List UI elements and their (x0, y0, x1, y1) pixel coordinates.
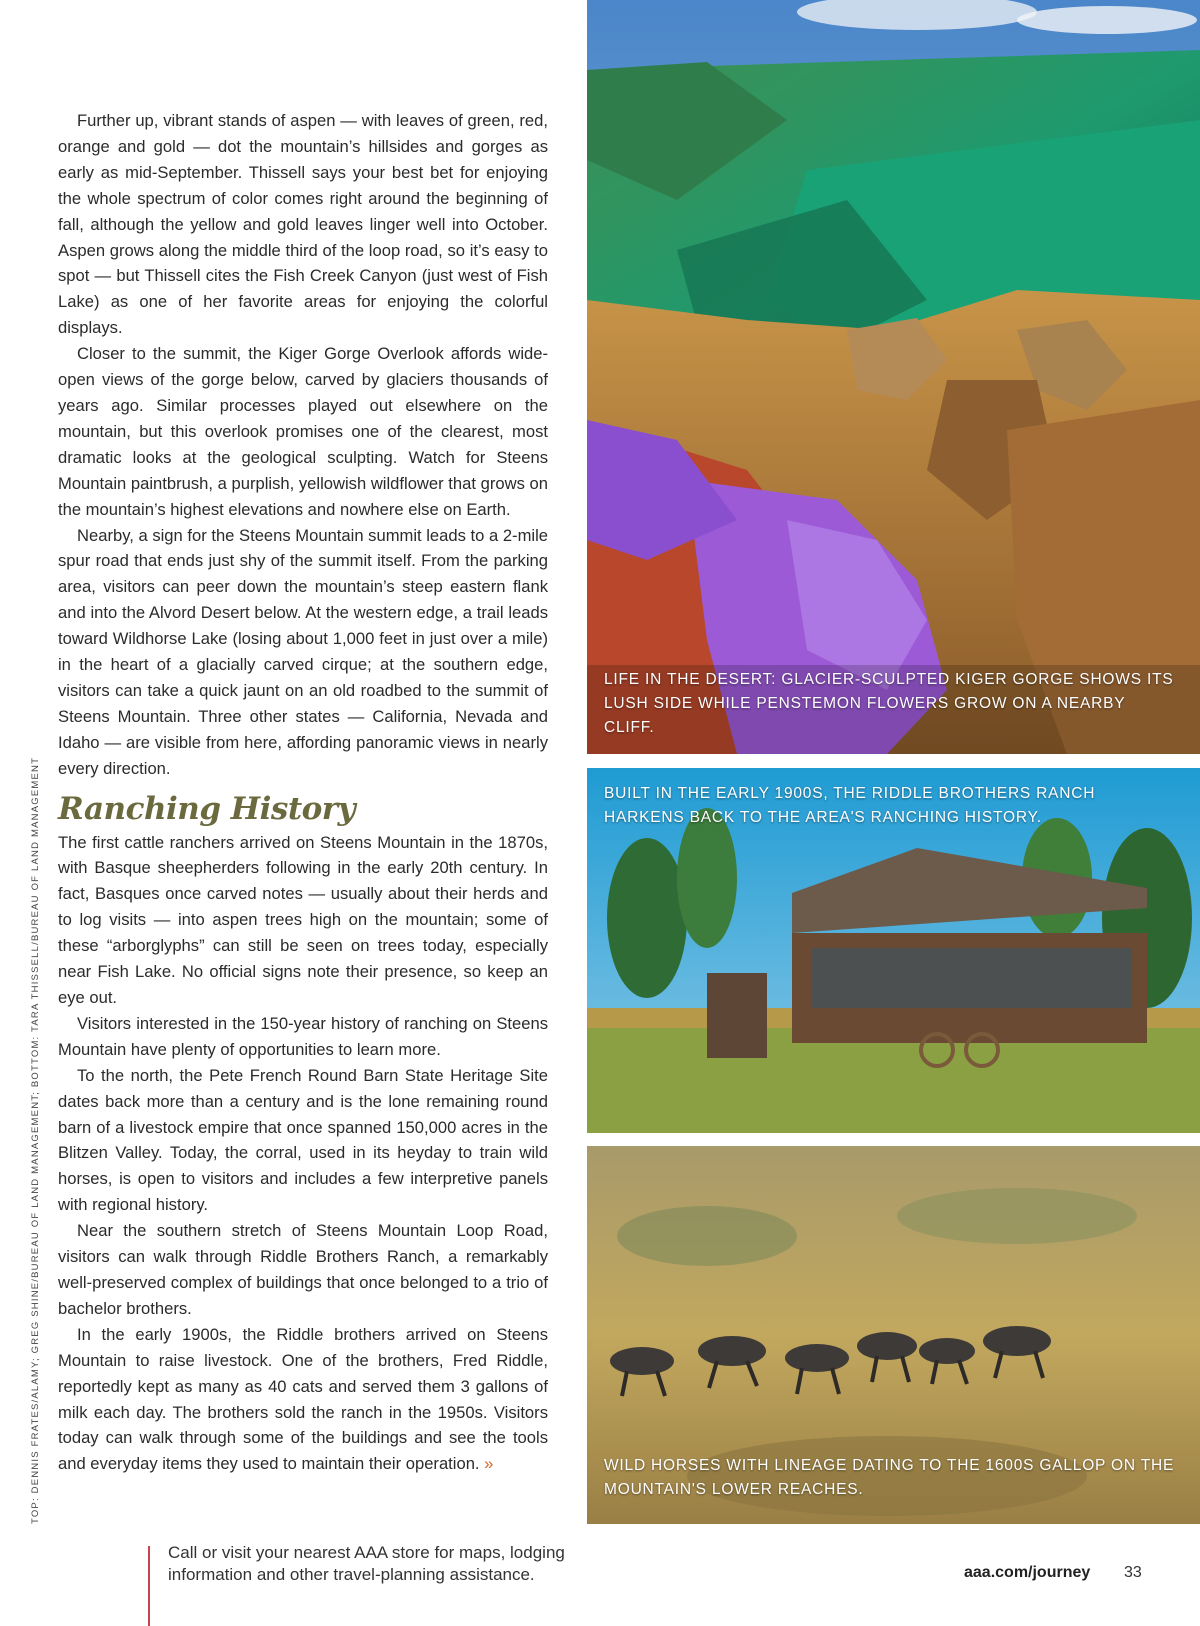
article-paragraph: Nearby, a sign for the Steens Mountain summit leads to a 2-mile spur road that ends just shy of the summit itself. From the parking area, visitors can peer down the mountain’s steep eastern flank and into the Alvord Desert below. At the western edge, a trail leads toward Wildhorse Lake (losing about 1,000 feet in just over a mile) in the heart of a glacially carved cirque; at the southern edge, visitors can take a quick jaunt on an old roadbed to the summit of Steens Mountain. Three other states — California, Nevada and Idaho — are visible from here, affording panoramic views in nearly every direction. (58, 525, 548, 778)
article-paragraph: Further up, vibrant stands of aspen — with leaves of green, red, orange and gold — dot the mountain’s hillsides and gorges as early as mid-September. Thissell says your best bet for enjoying the whole spectrum of color comes right around the beginning of fall, although the yellow and gold leaves linger well into October. Aspen grows along the middle third of the loop road, so it’s easy to spot — but Thissell cites the Fish Creek Canyon (just west of Fish Lake) as one of her favorite areas for enjoying the colorful displays. (58, 111, 548, 338)
footer-url-link[interactable]: aaa.com/journey (964, 1564, 1091, 1581)
footer-note: Call or visit your nearest AAA store for maps, lodging information and other travel-planning assistance. (168, 1543, 565, 1584)
article-paragraph-last (58, 1322, 548, 1477)
horses-photo-caption: WILD HORSES WITH LINEAGE DATING TO THE 1600S GALLOP ON THE MOUNTAIN'S LOWER REACHES. (604, 1457, 1175, 1498)
kiger-gorge-illustration (587, 0, 1200, 754)
article-paragraph: Visitors interested in the 150-year history of ranching on Steens Mountain have plenty of opportunities to learn more. (58, 1013, 548, 1059)
wild-horses-photo (587, 1146, 1200, 1524)
gorge-photo-caption: LIFE IN THE DESERT: GLACIER-SCULPTED KIGER GORGE SHOWS ITS LUSH SIDE WHILE PENSTEMON FLOWERS GROW ON A NEARBY CLIFF. (604, 671, 1174, 736)
continue-arrow-icon: » (484, 1454, 494, 1474)
section-heading-ranching-history: Ranching History (58, 790, 356, 827)
article-paragraph: To the north, the Pete French Round Barn State Heritage Site dates back more than a century and is the lone remaining round barn of a livestock empire that once spanned 150,000 acres in the Blitzen Valley. Today, the corral, used in its heyday to train wild horses, is open to visitors and includes a few interpretive panels with regional history. (58, 1065, 548, 1215)
photo-credit-line: TOP: DENNIS FRATES/ALAMY; GREG SHINE/BUREAU OF LAND MANAGEMENT; BOTTOM: TARA THISSELL/BUREAU OF LAND MANAGEMENT (30, 756, 41, 1524)
article-paragraph: Closer to the summit, the Kiger Gorge Overlook affords wide-open views of the gorge below, carved by glaciers thousands of years ago. Similar processes played out elsewhere on the mountain, but this overlook promises one of the clearest, most dramatic looks at the geological sculpting. Watch for Steens Mountain paintbrush, a purplish, yellowish wildflower that grows on the mountain’s highest elevations and nowhere else on Earth. (58, 344, 548, 519)
footer-accent-rule (148, 1546, 150, 1626)
ranch-photo (587, 768, 1200, 1133)
kiger-gorge-photo (587, 0, 1200, 754)
article-paragraph: The first cattle ranchers arrived on Steens Mountain in the 1870s, with Basque sheepherders following in the early 20th century. In fact, Basques once carved notes — usually about their herds and to log visits — into aspen trees high on the mountain; some of these “arborglyphs” can still be seen on trees today, especially near Fish Lake. No official signs note their presence, so keep an eye out. (58, 832, 548, 1007)
ranch-photo-caption: BUILT IN THE EARLY 1900S, THE RIDDLE BROTHERS RANCH HARKENS BACK TO THE AREA'S RANCHING HISTORY. (604, 785, 1096, 826)
article-body (58, 108, 548, 1477)
last-paragraph-text: In the early 1900s, the Riddle brothers arrived on Steens Mountain to raise livestock. One of the brothers, Fred Riddle, reportedly kept as many as 40 cats and served them 3 gallons of milk each day. The brothers sold the ranch in the 1950s. Visitors today can walk through some of the buildings and see the tools and everyday items they used to maintain their operation. (58, 1324, 548, 1474)
page-number: 33 (1124, 1564, 1142, 1581)
article-paragraph: Near the southern stretch of Steens Mountain Loop Road, visitors can walk through Riddle Brothers Ranch, a remarkably well-preserved complex of buildings that once belonged to a trio of bachelor brothers. (58, 1221, 548, 1318)
